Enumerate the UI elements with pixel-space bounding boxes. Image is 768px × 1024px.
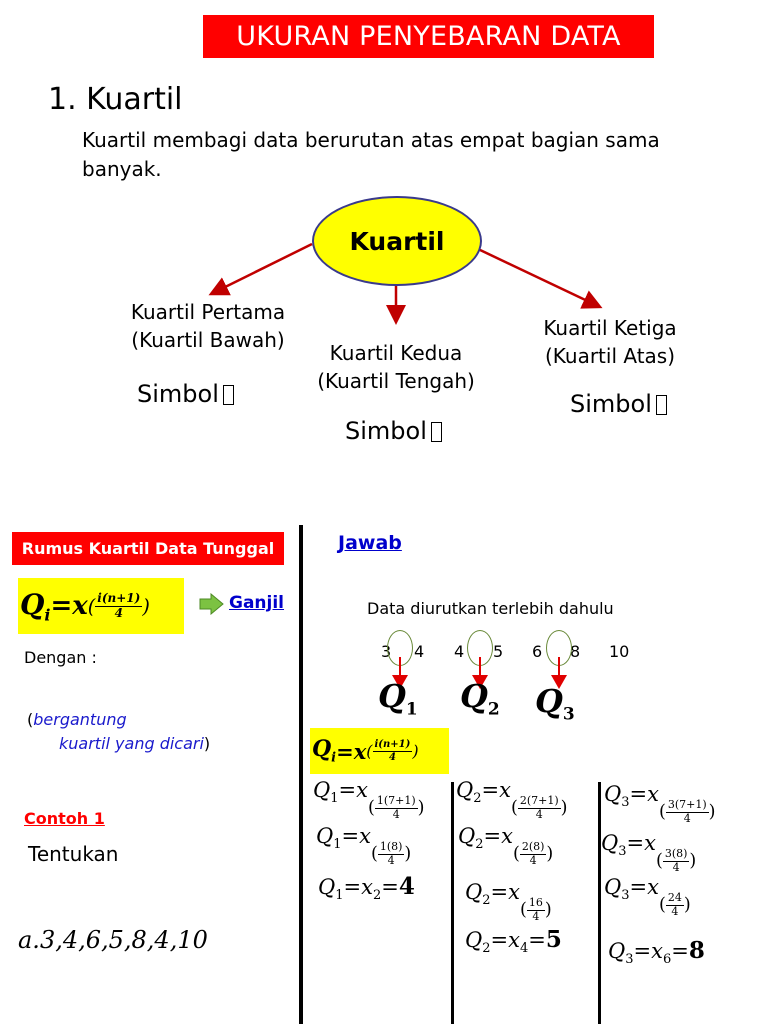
jawab-link[interactable]: Jawab xyxy=(338,532,402,554)
q3-simbol-label: Simbol xyxy=(570,390,652,418)
note-line1: bergantung xyxy=(33,710,127,729)
sorted-value: 3 xyxy=(381,642,392,661)
formula-subscript: ( $\frac{i(n+1)}{4}$ ) xyxy=(87,590,150,620)
q1-description xyxy=(118,298,298,354)
q3-symbol: $Q_3$ xyxy=(535,682,575,725)
q2-description xyxy=(306,339,486,395)
q2-step3: $Q_2=x$( $\frac{16}{4}$ ) xyxy=(465,880,552,923)
formula-right-subscript: ( $\frac{i(n+1)}{4}$ ) xyxy=(366,739,419,763)
intro-text: Kuartil membagi data berurutan atas empat bagian sama banyak. xyxy=(82,128,660,181)
main-divider xyxy=(299,525,303,1024)
q3-step3: $Q_3=x$( $\frac{24}{4}$ ) xyxy=(604,875,691,918)
sorted-value: 8 xyxy=(570,642,581,661)
kuartil-ellipse-label: Kuartil xyxy=(349,226,445,256)
q2-simbol-label: Simbol xyxy=(345,417,427,445)
note-paren-close: ) xyxy=(203,734,211,753)
column-divider-2 xyxy=(598,782,601,1024)
missing-glyph-icon xyxy=(656,395,667,415)
sorted-value: 4 xyxy=(414,642,425,661)
q2-simbol xyxy=(345,417,442,445)
q1-step2: $Q_1=x$( $\frac{1(8)}{4}$ ) xyxy=(316,824,412,867)
section-heading: 1. Kuartil xyxy=(48,82,183,117)
rumus-title: Rumus Kuartil Data Tunggal xyxy=(12,532,284,565)
kuartil-formula xyxy=(18,578,184,634)
q1-line2: (Kuartil Bawah) xyxy=(131,328,285,352)
column-divider-1 xyxy=(451,782,454,1024)
sorted-caption: Data diurutkan terlebih dahulu xyxy=(367,599,614,618)
kuartil-formula-right xyxy=(310,728,449,774)
q3-description xyxy=(520,314,700,370)
sorted-value: 6 xyxy=(532,642,543,661)
q3-step1: $Q_3=x$( $\frac{3(7+1)}{4}$ ) xyxy=(604,782,716,825)
note-line2: kuartil yang dicari xyxy=(59,734,204,753)
kuartil-ellipse xyxy=(312,196,482,286)
note-text xyxy=(27,708,210,756)
note-paren-open: ( xyxy=(27,710,34,729)
q2-line1: Kuartil Kedua xyxy=(329,341,463,365)
sorted-value: 5 xyxy=(493,642,504,661)
contoh-heading: Contoh 1 xyxy=(24,809,105,828)
arrow-to-q3 xyxy=(478,249,598,306)
formula-right-lhs: $Q_i$ xyxy=(312,736,337,766)
q3-step2: $Q_3=x$( $\frac{3(8)}{4}$ ) xyxy=(601,831,697,874)
arrow-to-q1 xyxy=(213,244,312,293)
tentukan-text: Tentukan xyxy=(28,842,119,866)
formula-right-eq: =x xyxy=(336,738,367,764)
q2-line2: (Kuartil Tengah) xyxy=(317,369,475,393)
missing-glyph-icon xyxy=(431,422,442,442)
q3-result: $Q_3=x_6=8$ xyxy=(608,937,705,968)
missing-glyph-icon xyxy=(223,385,234,405)
q1-result: $Q_1=x_2=4$ xyxy=(318,873,415,904)
q2-result: $Q_2=x_4=5$ xyxy=(465,926,562,957)
formula-lhs: $Q_i$ xyxy=(20,587,51,625)
ganjil-link[interactable]: Ganjil xyxy=(229,593,285,613)
q2-step2: $Q_2=x$( $\frac{2(8)}{4}$ ) xyxy=(458,824,554,867)
dengan-label: Dengan : xyxy=(24,648,97,667)
q2-symbol: $Q_2$ xyxy=(460,677,500,720)
q1-simbol-label: Simbol xyxy=(137,380,219,408)
q3-simbol xyxy=(570,390,667,418)
q2-step1: $Q_2=x$( $\frac{2(7+1)}{4}$ ) xyxy=(456,778,568,821)
q1-step1: $Q_1=x$( $\frac{1(7+1)}{4}$ ) xyxy=(313,778,425,821)
sorted-value: 4 xyxy=(454,642,465,661)
q3-line1: Kuartil Ketiga xyxy=(543,316,677,340)
q3-line2: (Kuartil Atas) xyxy=(544,344,676,368)
q1-simbol xyxy=(137,380,234,408)
slide-title: UKURAN PENYEBARAN DATA xyxy=(203,15,654,58)
data-a: a.3,4,6,5,8,4,10 xyxy=(18,926,208,954)
q1-line1: Kuartil Pertama xyxy=(130,300,286,324)
sorted-value: 10 xyxy=(609,642,630,661)
green-arrow-icon xyxy=(199,593,224,615)
q1-symbol: $Q_1$ xyxy=(378,677,418,720)
formula-eq: =x xyxy=(50,591,88,621)
